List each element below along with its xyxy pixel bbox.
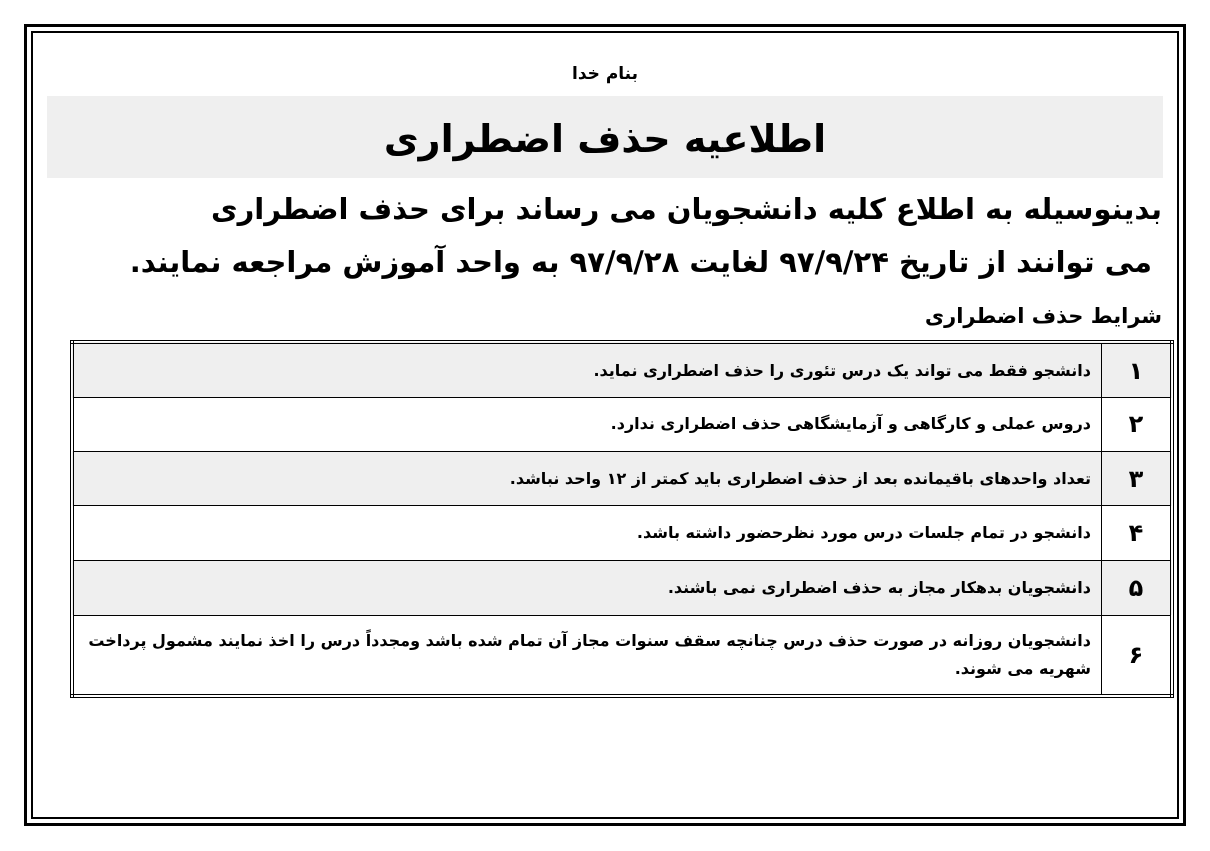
condition-number: ۱: [1102, 342, 1173, 398]
condition-number: ۳: [1102, 451, 1173, 506]
condition-text: دانشجو در تمام جلسات درس مورد نظرحضور داشته باشد.: [72, 506, 1102, 561]
announcement-line-1: بدینوسیله به اطلاع کلیه دانشجویان می رساند برای حذف اضطراری: [210, 192, 1162, 226]
conditions-table: [70, 340, 1174, 698]
table-row: [72, 451, 1172, 506]
condition-number: ۲: [1102, 398, 1173, 452]
page-title: اطلاعیه حذف اضطراری: [383, 117, 827, 161]
condition-text: دانشجویان روزانه در صورت حذف درس چنانچه سقف سنوات مجاز آن تمام شده باشد ومجدداً درس را اخذ نمایند مشمول پرداخت شهریه می شوند.: [72, 615, 1102, 696]
conditions-heading: شرایط حذف اضطراری: [924, 304, 1162, 328]
condition-number: ۴: [1102, 506, 1173, 561]
condition-text: دروس عملی و کارگاهی و آزمایشگاهی حذف اضطراری ندارد.: [72, 398, 1102, 452]
condition-number: ۶: [1102, 615, 1173, 696]
announcement-line-2: می توانند از تاریخ ۹۷/۹/۲۴ لغایت ۹۷/۹/۲۸ به واحد آموزش مراجعه نمایند.: [129, 245, 1152, 279]
condition-text: تعداد واحدهای باقیمانده بعد از حذف اضطراری باید کمتر از ۱۲ واحد نباشد.: [72, 451, 1102, 506]
table-row: [72, 560, 1172, 615]
table-row: [72, 615, 1172, 696]
condition-text: دانشجو فقط می تواند یک درس تئوری را حذف اضطراری نماید.: [72, 342, 1102, 398]
table-row: [72, 398, 1172, 452]
bismillah-heading: بنام خدا: [572, 64, 638, 84]
condition-number: ۵: [1102, 560, 1173, 615]
condition-text: دانشجویان بدهکار مجاز به حذف اضطراری نمی باشند.: [72, 560, 1102, 615]
table-row: [72, 506, 1172, 561]
table-row: [72, 342, 1172, 398]
